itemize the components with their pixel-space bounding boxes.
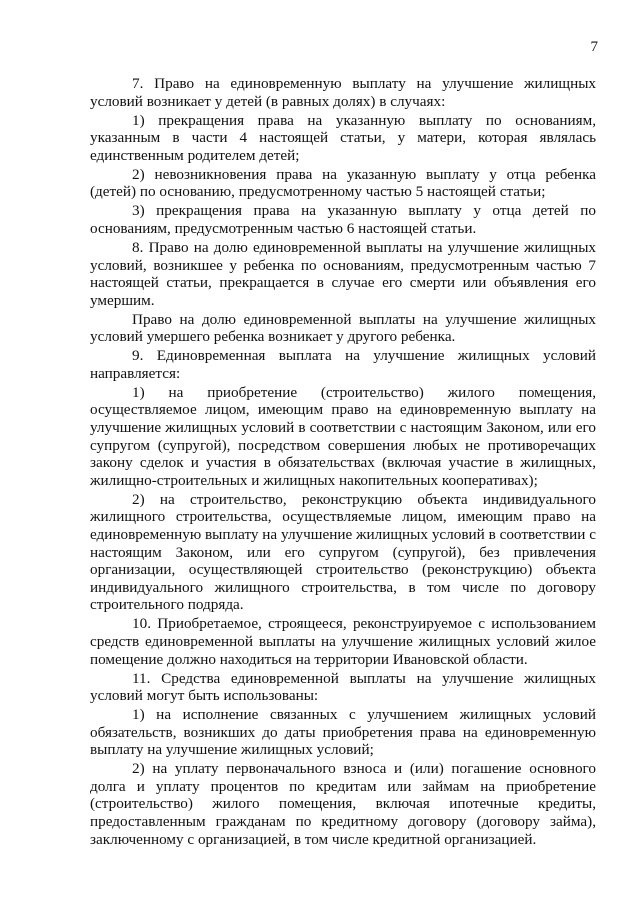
paragraph-11-item-2: 2) на уплату первоначального взноса и (или) погашение основного долга и уплату процентов по кредитам или займам на приобретение (строительство) жилого помещения, включая ипотечные кредиты, предоставленным гражданам по кредитному договору (договору займа), заключенному с организацией, в том числе кредитной организацией.: [90, 760, 596, 848]
paragraph-9-item-1: 1) на приобретение (строительство) жилого помещения, осуществляемое лицом, имеющим право на единовременную выплату на улучшение жилищных условий в соответствии с настоящим Законом, или его супругом (супругой), посредством совершения любых не противоречащих закону сделок и участия в обязательствах (включая участие в жилищных, жилищно-строительных и жилищных накопительных кооперативах);: [90, 383, 596, 489]
paragraph-7-item-1: 1) прекращения права на указанную выплату по основаниям, указанным в части 4 настоящей статьи, у матери, которая являлась единственным родителем детей;: [90, 111, 596, 164]
paragraph-11: 11. Средства единовременной выплаты на улучшение жилищных условий могут быть использованы:: [90, 669, 596, 705]
paragraph-10: 10. Приобретаемое, строящееся, реконструируемое с использованием средств единовременной выплаты на улучшение жилищных условий жилое помещение должно находиться на территории Ивановской области.: [90, 615, 596, 668]
page-number: 7: [590, 39, 598, 55]
paragraph-11-item-1: 1) на исполнение связанных с улучшением жилищных условий обязательств, возникших до даты приобретения права на единовременную выплату на улучшение жилищных условий;: [90, 706, 596, 759]
paragraph-9: 9. Единовременная выплата на улучшение жилищных условий направляется:: [90, 347, 596, 382]
paragraph-9-item-2: 2) на строительство, реконструкцию объекта индивидуального жилищного строительства, осуществляемые лицом, имеющим право на единовременную выплату на улучшение жилищных условий в соответствии с настоящим Законом, или его супругом (супругой), без привлечения организации, осуществляющей строительство (реконструкцию) объекта индивидуального жилищного строительства, в том числе по договору строительного подряда.: [90, 490, 596, 614]
paragraph-7: 7. Право на единовременную выплату на улучшение жилищных условий возникает у детей (в равных долях) в случаях:: [90, 75, 596, 110]
paragraph-8-continuation: Право на долю единовременной выплаты на улучшение жилищных условий умершего ребенка возникает у другого ребенка.: [90, 310, 596, 346]
paragraph-7-item-3: 3) прекращения права на указанную выплату у отца детей по основаниям, предусмотренным частью 6 настоящей статьи.: [90, 202, 596, 237]
paragraph-8: 8. Право на долю единовременной выплаты на улучшение жилищных условий, возникшее у ребенка по основаниям, предусмотренным частью 7 настоящей статьи, прекращается в случае его смерти или объявления его умершим.: [90, 238, 596, 309]
paragraph-7-item-2: 2) невозникновения права на указанную выплату у отца ребенка (детей) по основанию, предусмотренному частью 5 настоящей статьи;: [90, 165, 596, 201]
document-body: [90, 75, 596, 850]
